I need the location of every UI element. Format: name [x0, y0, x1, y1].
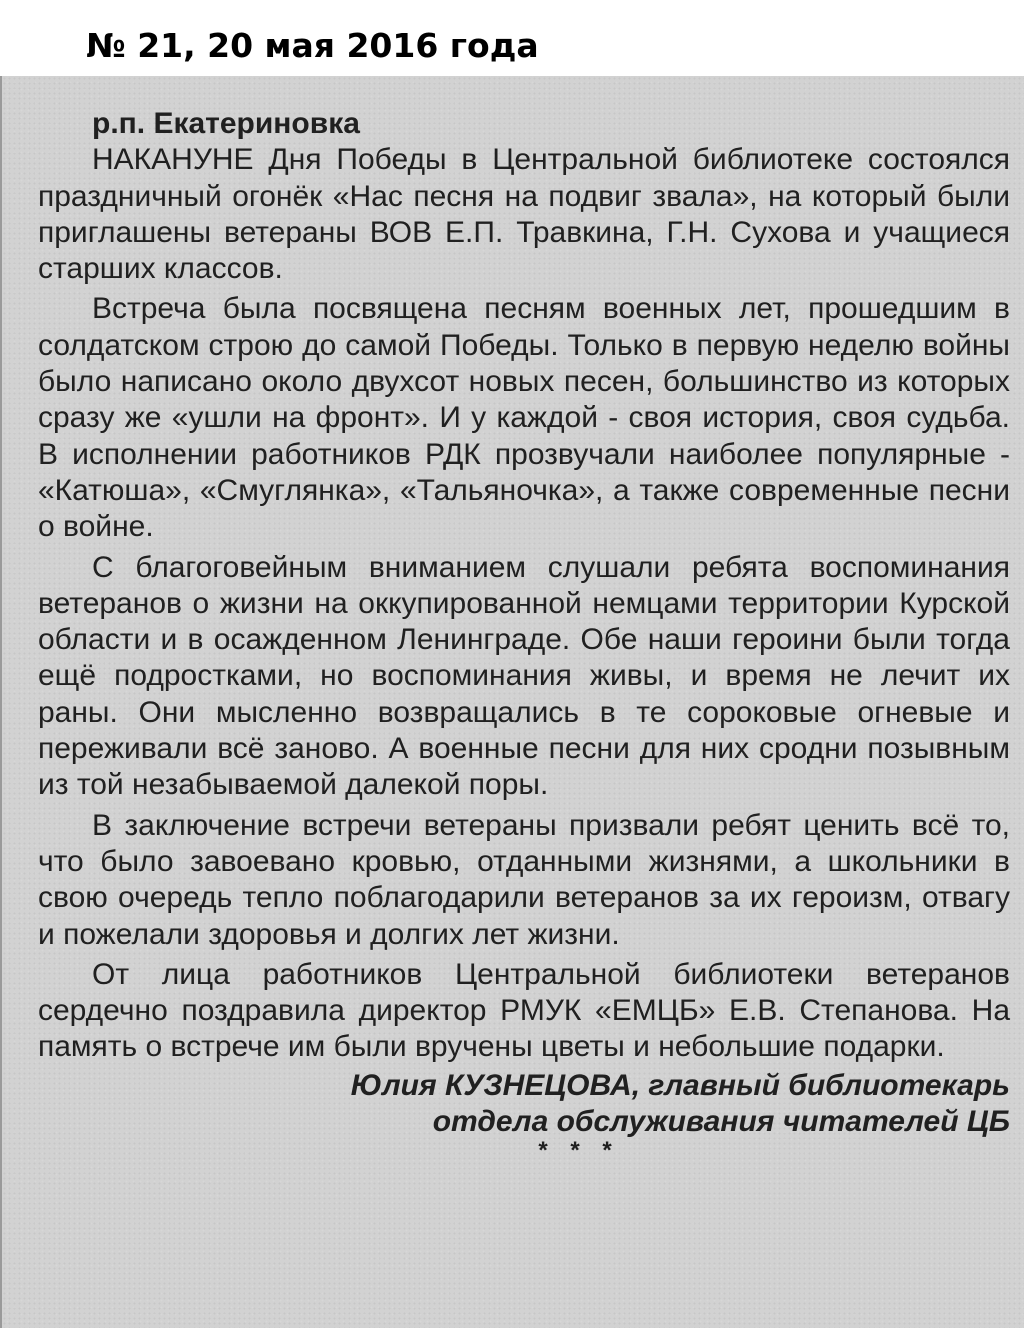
- article-paragraph-3: С благоговейным вниманием слушали ребята воспоминания ветеранов о жизни на оккупированной немцами территории Курской области и в осажденном Ленинграде. Обе наши героини были тогда ещё подростками, но воспоминания живы, и время не лечит их раны. Они мысленно возвращались в те сороковые огневые и переживали всё заново. А военные песни для них сродни позывным из той незабываемой далекой поры.: [38, 550, 1010, 802]
- article: [38, 106, 1010, 1162]
- article-paragraph-2: Встреча была посвящена песням военных лет, прошедшим в солдатском строю до самой Победы. Только в первую неделю войны было написано около двухсот новых песен, большинство из которых сразу же «ушли на фронт». И у каждой - своя история, своя судьба. В исполнении работников РДК прозвучали наиболее популярные - «Катюша», «Смуглянка», «Тальяночка», а также современные песни о войне.: [38, 292, 1010, 544]
- author-department-line: отдела обслуживания читателей ЦБ: [432, 1104, 1010, 1138]
- article-paragraph-4: В заключение встречи ветераны призвали ребят ценить всё то, что было завоевано кровью, отданными жизнями, а школьники в свою очередь тепло поблагодарили ветеранов за их героизм, отвагу и пожелали здоровья и долгих лет жизни.: [38, 808, 1010, 951]
- author-name-line: Юлия КУЗНЕЦОВА, главный библиотекарь: [350, 1068, 1010, 1102]
- newspaper-clipping: [0, 76, 1024, 1328]
- article-paragraph-1: НАКАНУНЕ Дня Победы в Центральной библиотеке состоялся праздничный огонёк «Нас песня на подвиг звала», на который были приглашены ветераны ВОВ Е.П. Травкина, Г.Н. Сухова и учащиеся старших классов.: [38, 143, 1010, 286]
- author-signature: [38, 1068, 1010, 1140]
- issue-date-header: № 21, 20 мая 2016 года: [86, 26, 539, 65]
- article-place: р.п. Екатериновка: [92, 107, 360, 140]
- article-paragraph-5: От лица работников Центральной библиотеки ветеранов сердечно поздравила директор РМУК «ЕМЦБ» Е.В. Степанова. На память о встрече им были вручены цветы и небольшие подарки.: [38, 957, 1010, 1064]
- section-separator: * * *: [538, 1136, 620, 1164]
